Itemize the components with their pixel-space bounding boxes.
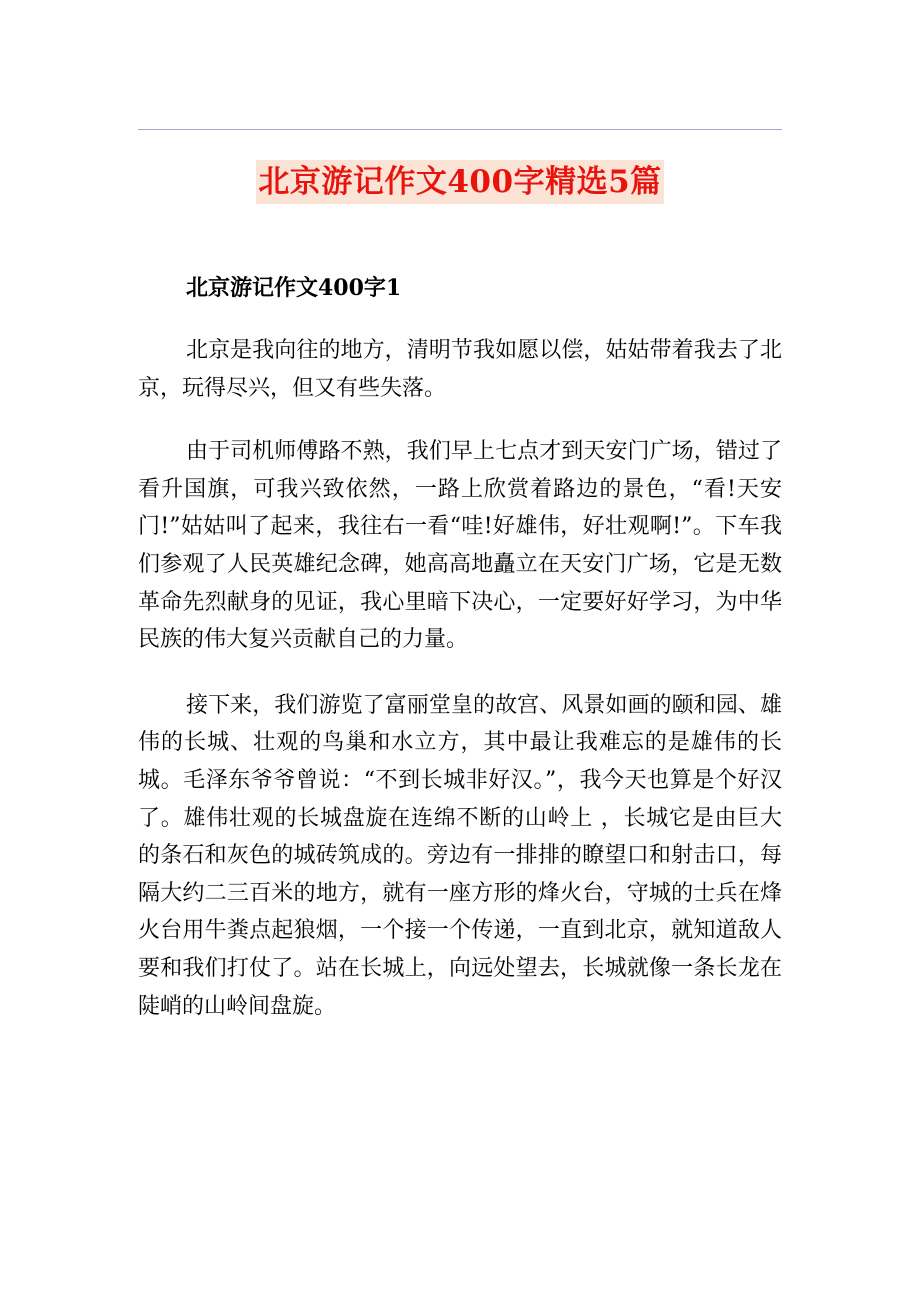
title-container — [0, 160, 920, 204]
document-title: 北京游记作文400字精选5篇 — [256, 160, 663, 204]
paragraph-2: 由于司机师傅路不熟，我们早上七点才到天安门广场，错过了看升国旗，可我兴致依然，一路上欣赏着路边的景色，“看!天安门!”姑姑叫了起来，我往右一看“哇!好雄伟，好壮观啊!”。下车我们参观了人民英雄纪念碑，她高高地矗立在天安门广场，它是无数革命先烈献身的见证，我心里暗下决心，一定要好好学习，为中华民族的伟大复兴贡献自己的力量。 — [138, 439, 782, 653]
paragraph-1: 北京是我向往的地方，清明节我如愿以偿，姑姑带着我去了北京，玩得尽兴，但又有些失落。 — [138, 338, 782, 401]
section-heading: 北京游记作文400字1 — [186, 275, 402, 301]
document-body — [138, 268, 782, 1025]
paragraph-3: 接下来，我们游览了富丽堂皇的故宫、风景如画的颐和园、雄伟的长城、壮观的鸟巢和水立方，其中最让我难忘的是雄伟的长城。毛泽东爷爷曾说：“不到长城非好汉。”，我今天也算是个好汉了。雄伟壮观的长城盘旋在连绵不断的山岭上 ，长城它是由巨大的条石和灰色的城砖筑成的。旁边有一排排的瞭望口和射击口，每隔大约二三百米的地方，就有一座方形的烽火台，守城的士兵在烽火台用牛粪点起狼烟，一个接一个传递，一直到北京，就知道敌人要和我们打仗了。站在长城上，向远处望去，长城就像一条长龙在陡峭的山岭间盘旋。 — [138, 692, 782, 1019]
header-rule — [138, 129, 782, 130]
